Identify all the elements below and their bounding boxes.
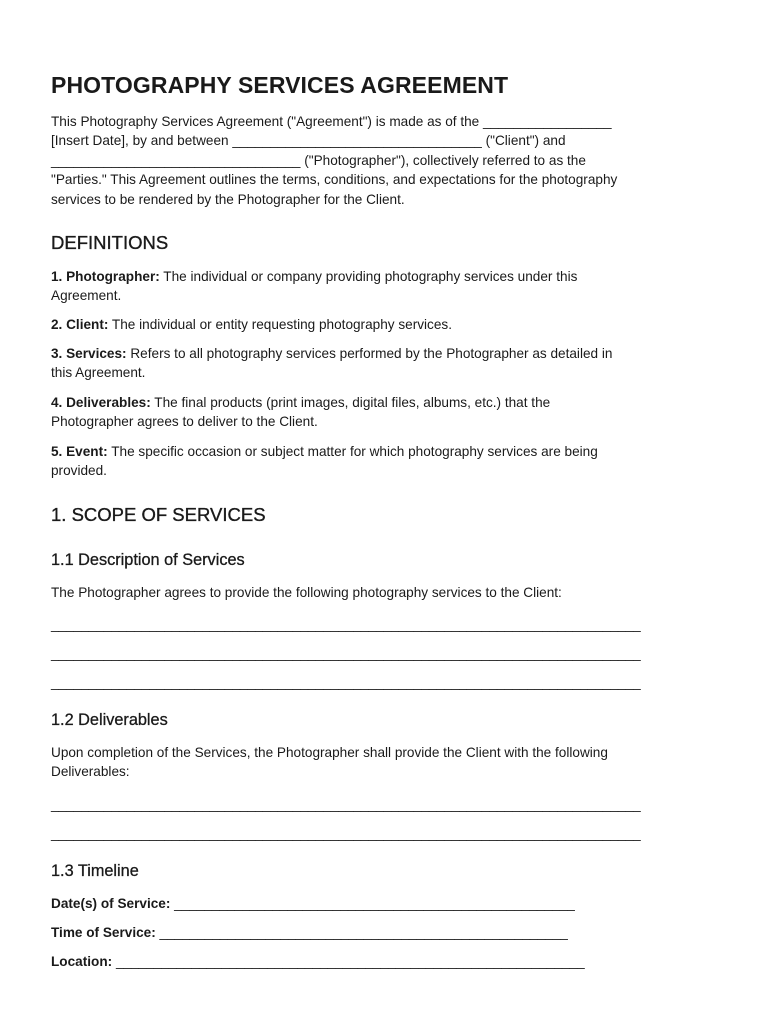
definition-event (51, 442, 598, 481)
intro-line: [Insert Date], by and between _________________________________ ("Client") and (51, 133, 566, 149)
intro-paragraph (51, 112, 617, 209)
definition-term: 5. Event: (51, 444, 108, 459)
definition-photographer (51, 267, 577, 306)
intro-line: _________________________________ ("Photographer"), collectively referred to as the (51, 152, 586, 168)
definition-text: provided. (51, 463, 107, 479)
blank-line[interactable]: ______________________________________________________________________________ (51, 646, 641, 661)
definition-services (51, 344, 612, 383)
deliverables-line: Upon completion of the Services, the Photographer shall provide the Client with the following (51, 745, 608, 760)
definition-term: 3. Services: (51, 346, 127, 361)
intro-line: services to be rendered by the Photographer for the Client. (51, 191, 405, 207)
field-blank[interactable]: _____________________________________________________ (170, 896, 575, 911)
document-title: PHOTOGRAPHY SERVICES AGREEMENT (51, 72, 509, 98)
time-of-service-field[interactable] (51, 923, 568, 942)
definition-term: 4. Deliverables: (51, 395, 151, 410)
definition-term: 2. Client: (51, 317, 109, 332)
definition-term: 1. Photographer: (51, 269, 160, 284)
definition-deliverables (51, 393, 550, 432)
definition-text: Photographer agrees to deliver to the Client. (51, 414, 318, 430)
blank-line[interactable]: ______________________________________________________________________________ (51, 617, 641, 632)
field-blank[interactable]: ______________________________________________________ (155, 925, 568, 940)
field-label: Date(s) of Service: (51, 896, 171, 911)
definition-text: Refers to all photography services performed by the Photographer as detailed in (126, 346, 613, 361)
field-label: Location: (51, 954, 113, 969)
definition-text: this Agreement. (51, 365, 146, 381)
definition-client (51, 315, 452, 334)
document-page (51, 0, 711, 1024)
location-field[interactable] (51, 952, 585, 971)
deliverables-line: Deliverables: (51, 764, 130, 780)
definition-text: The specific occasion or subject matter for which photography services are being (107, 444, 598, 459)
intro-line: This Photography Services Agreement ("Agreement") is made as of the _________________ (51, 114, 612, 129)
definition-text: Agreement. (51, 288, 122, 304)
timeline-heading: 1.3 Timeline (51, 862, 139, 880)
field-blank[interactable]: ______________________________________________________________ (112, 954, 585, 969)
description-heading: 1.1 Description of Services (51, 551, 245, 569)
deliverables-heading: 1.2 Deliverables (51, 711, 168, 729)
definition-text: The individual or entity requesting photography services. (108, 317, 452, 332)
blank-line[interactable]: ______________________________________________________________________________ (51, 797, 641, 812)
definition-text: The final products (print images, digital files, albums, etc.) that the (150, 395, 551, 410)
field-label: Time of Service: (51, 925, 156, 940)
intro-line: "Parties." This Agreement outlines the terms, conditions, and expectations for the photography (51, 172, 618, 188)
scope-heading: 1. SCOPE OF SERVICES (51, 504, 266, 525)
deliverables-text (51, 743, 608, 782)
blank-line[interactable]: ______________________________________________________________________________ (51, 675, 641, 690)
description-text: The Photographer agrees to provide the following photography services to the Client: (51, 585, 562, 600)
date-of-service-field[interactable] (51, 894, 575, 913)
definition-text: The individual or company providing photography services under this (159, 269, 578, 284)
definitions-heading: DEFINITIONS (51, 232, 169, 253)
blank-line[interactable]: ______________________________________________________________________________ (51, 826, 641, 841)
